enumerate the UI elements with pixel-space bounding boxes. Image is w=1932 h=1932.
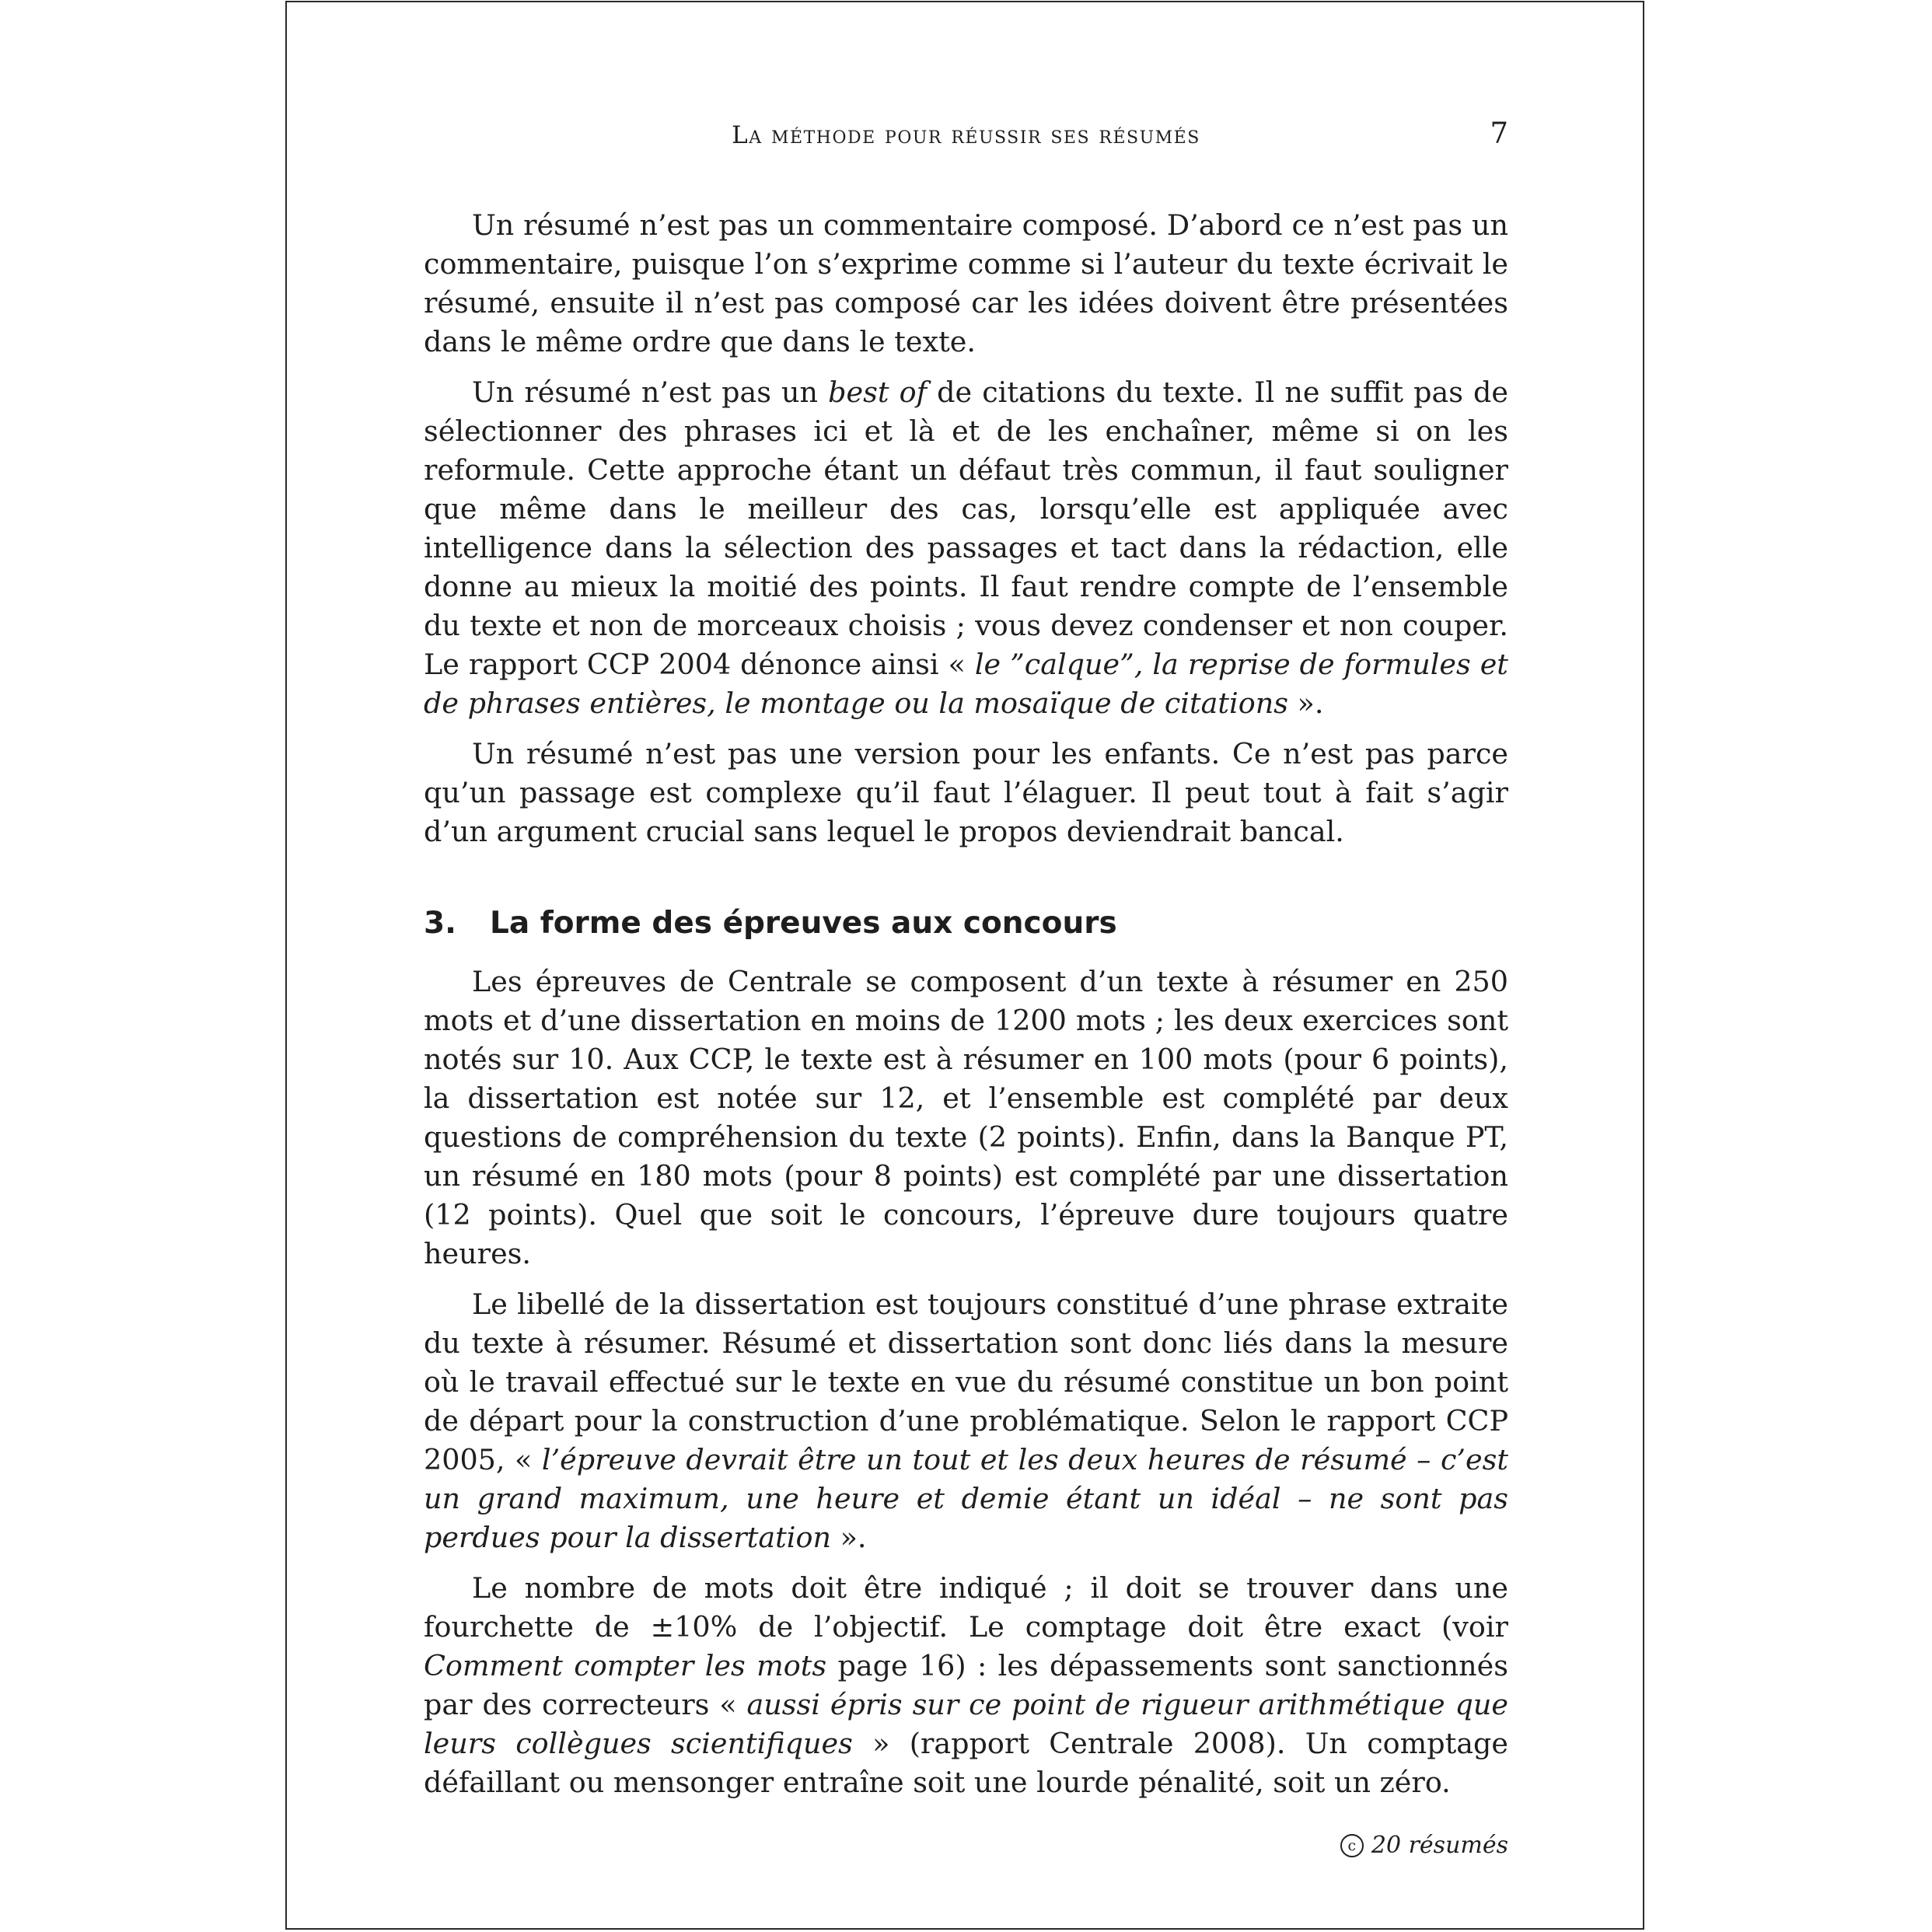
section-number: 3. — [424, 906, 456, 941]
text-run: ». — [830, 1521, 867, 1554]
paragraph — [424, 735, 1508, 851]
body-text — [424, 206, 1508, 1814]
italic-text: le ”calque”, la reprise de formules et de phrases entières, le montage ou la mosaïque de citations — [424, 648, 1508, 720]
italic-text: aussi épris sur ce point de rigueur arithmétique que leurs collègues scientifiques — [424, 1688, 1508, 1760]
section-title: La forme des épreuves aux concours — [490, 906, 1117, 941]
page-header — [424, 117, 1508, 163]
text-run: page 16) : les dépassements sont sanctionnés par des correcteurs « — [424, 1649, 1508, 1721]
paragraph — [424, 1569, 1508, 1802]
page-footer — [1340, 1832, 1508, 1859]
text-run: Le nombre de mots doit être indiqué ; il doit se trouver dans une fourchette de ±10% de l’objectif. Le comptage doit être exact (voir — [424, 1571, 1508, 1644]
italic-text: Comment compter les mots — [424, 1649, 827, 1682]
italic-text: best of — [828, 376, 928, 409]
text-run: Le libellé de la dissertation est toujours constitué d’une phrase extraite du texte à résumer. Résumé et dissertation sont donc liés dans la mesure où le travail effectué sur le texte en vue du résumé constitue un bon point de départ pour la construction d’une problématique. Selon le rapport CCP 2005, « — [424, 1287, 1508, 1476]
running-title: La méthode pour réussir ses résumés — [732, 121, 1200, 149]
paragraph — [424, 206, 1508, 362]
paragraph — [424, 963, 1508, 1273]
text-run: ». — [1287, 687, 1324, 720]
page-number: 7 — [1490, 117, 1508, 150]
paragraph — [424, 373, 1508, 723]
italic-text: l’épreuve devrait être un tout et les deux heures de résumé – c’est un grand maximum, une heure et demie étant un idéal – ne sont pas perdues pour la dissertation — [424, 1443, 1508, 1554]
text-run: Les épreuves de Centrale se composent d’un texte à résumer en 250 mots et d’une dissertation en moins de 1200 mots ; les deux exercices sont notés sur 10. Aux CCP, le texte est à résumer en 100 mots (pour 6 points), la dissertation est notée sur 12, et l’ensemble est complété par deux questions de compréhension du texte (2 points). Enfin, dans la Banque PT, un résumé en 180 mots (pour 8 points) est complété par une dissertation (12 points). Quel que soit le concours, l’épreuve dure toujours quatre heures. — [424, 965, 1508, 1270]
intro-paragraphs — [424, 206, 1508, 851]
paragraph — [424, 1285, 1508, 1557]
text-run: » (rapport Centrale 2008). Un comptage défaillant ou mensonger entraîne soit une lourde pénalité, soit un zéro. — [424, 1727, 1508, 1799]
footer-text: 20 résumés — [1371, 1832, 1508, 1859]
copyright-icon: c — [1340, 1834, 1364, 1857]
section-heading — [424, 902, 1508, 945]
text-run: de citations du texte. Il ne suffit pas de sélectionner des phrases ici et là et de les enchaîner, même si on les reformule. Cette approche étant un défaut très commun, il faut souligner que même dans le meilleur des cas, lorsqu’elle est appliquée avec intelligence dans la sélection des passages et tact dans la rédaction, elle donne au mieux la moitié des points. Il faut rendre compte de l’ensemble du texte et non de morceaux choisis ; vous devez condenser et non couper. Le rapport CCP 2004 dénonce ainsi « — [424, 376, 1509, 681]
text-run: Un résumé n’est pas un — [472, 376, 829, 409]
section-paragraphs — [424, 963, 1508, 1802]
text-run: Un résumé n’est pas un commentaire composé. D’abord ce n’est pas un commentaire, puisque l’on s’exprime comme si l’auteur du texte écrivait le résumé, ensuite il n’est pas composé car les idées doivent être présentées dans le même ordre que dans le texte. — [424, 208, 1508, 358]
text-run: Un résumé n’est pas une version pour les enfants. Ce n’est pas parce qu’un passage est complexe qu’il faut l’élaguer. Il peut tout à fait s’agir d’un argument crucial sans lequel le propos deviendrait bancal. — [424, 737, 1508, 848]
